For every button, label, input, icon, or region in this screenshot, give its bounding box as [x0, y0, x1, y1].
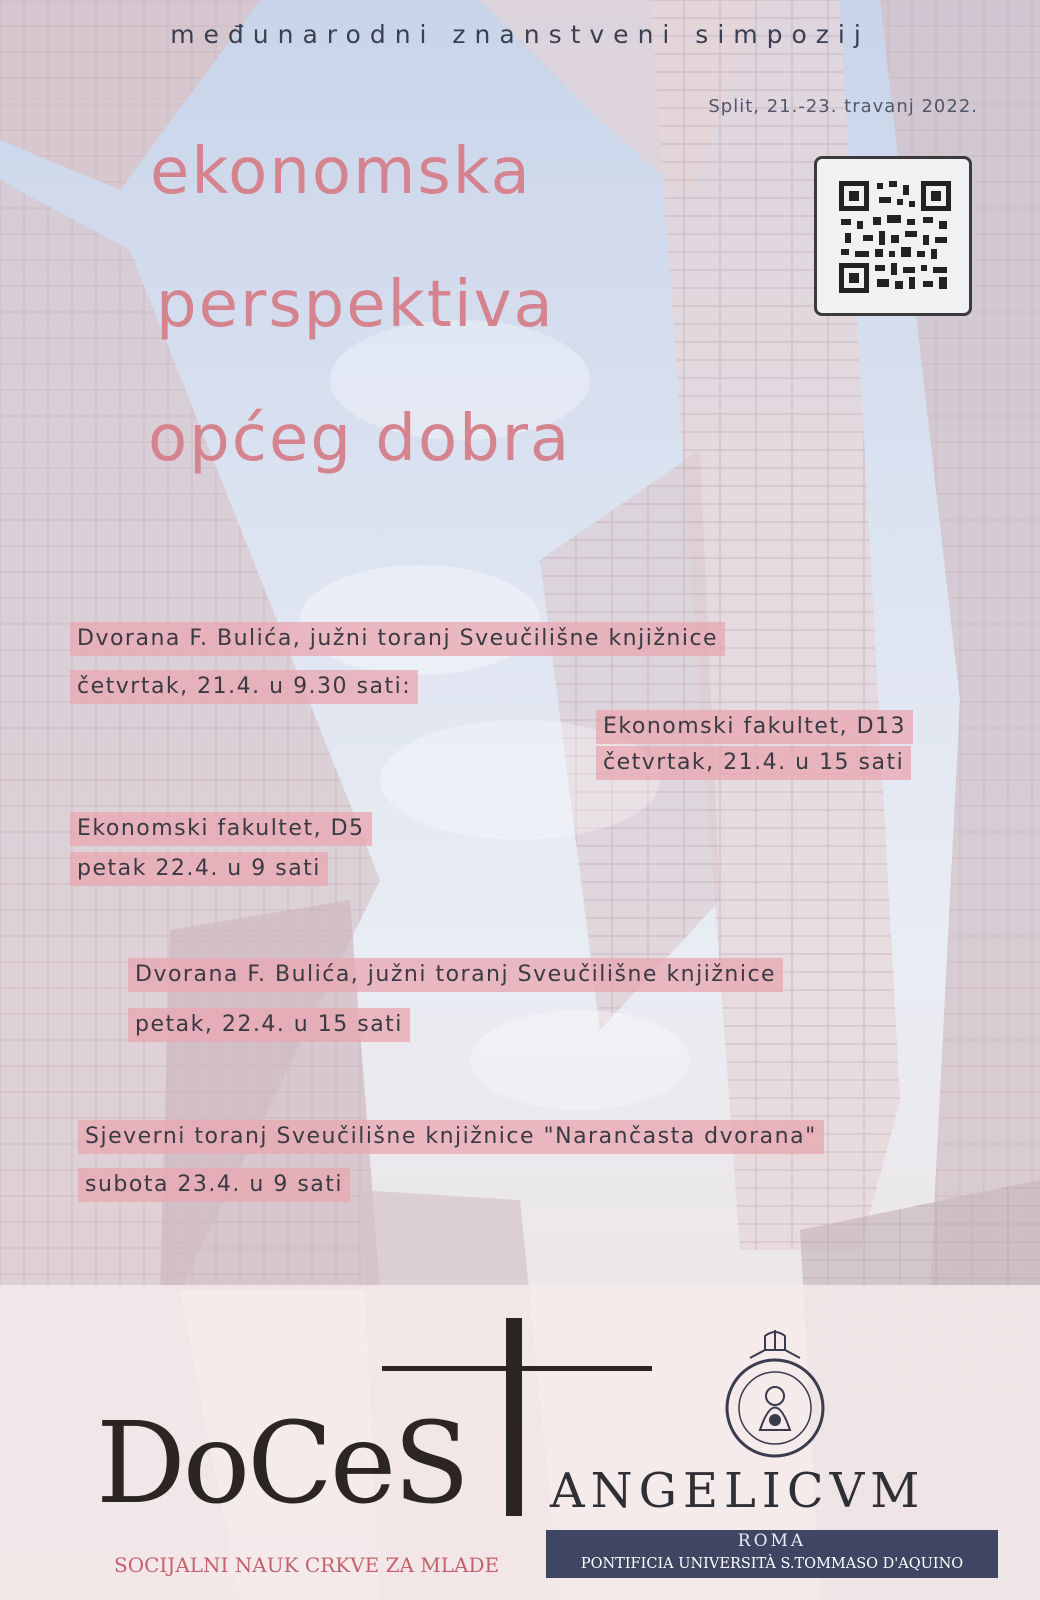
doces-logo: DoCeS [96, 1399, 467, 1529]
angelicum-fullname: PONTIFICIA UNIVERSITÀ S.TOMMASO D'AQUINO [580, 1556, 964, 1572]
qr-code[interactable] [814, 156, 972, 316]
session-5-place: Sjeverni toranj Sveučilišne knjižnice "Narančasta dvorana" [78, 1120, 824, 1154]
session-3-place: Ekonomski fakultet, D5 [70, 812, 372, 846]
angelicum-city: ROMA [737, 1531, 807, 1551]
session-5-time: subota 23.4. u 9 sati [78, 1168, 350, 1202]
angelicum-crest-icon [720, 1330, 830, 1460]
session-4-time: petak, 22.4. u 15 sati [128, 1008, 410, 1042]
session-4-place: Dvorana F. Bulića, južni toranj Sveučilišne knjižnice [128, 958, 783, 992]
event-date: Split, 21.-23. travanj 2022. [708, 96, 978, 117]
qr-code-icon [839, 181, 951, 293]
title-line-2: perspektiva [156, 268, 555, 342]
session-2-place: Ekonomski fakultet, D13 [596, 710, 913, 744]
doces-tagline: SOCIJALNI NAUK CRKVE ZA MLADE [114, 1553, 500, 1577]
session-1-place: Dvorana F. Bulića, južni toranj Sveučilišne knjižnice [70, 622, 725, 656]
session-2-time: četvrtak, 21.4. u 15 sati [596, 746, 911, 780]
angelicum-logo: ANGELICVM [550, 1463, 926, 1519]
symposium-label: međunarodni znanstveni simpozij [170, 20, 870, 49]
session-1-time: četvrtak, 21.4. u 9.30 sati: [70, 670, 418, 704]
title-line-1: ekonomska [150, 135, 532, 209]
session-3-time: petak 22.4. u 9 sati [70, 852, 328, 886]
title-line-3: općeg dobra [148, 402, 572, 476]
